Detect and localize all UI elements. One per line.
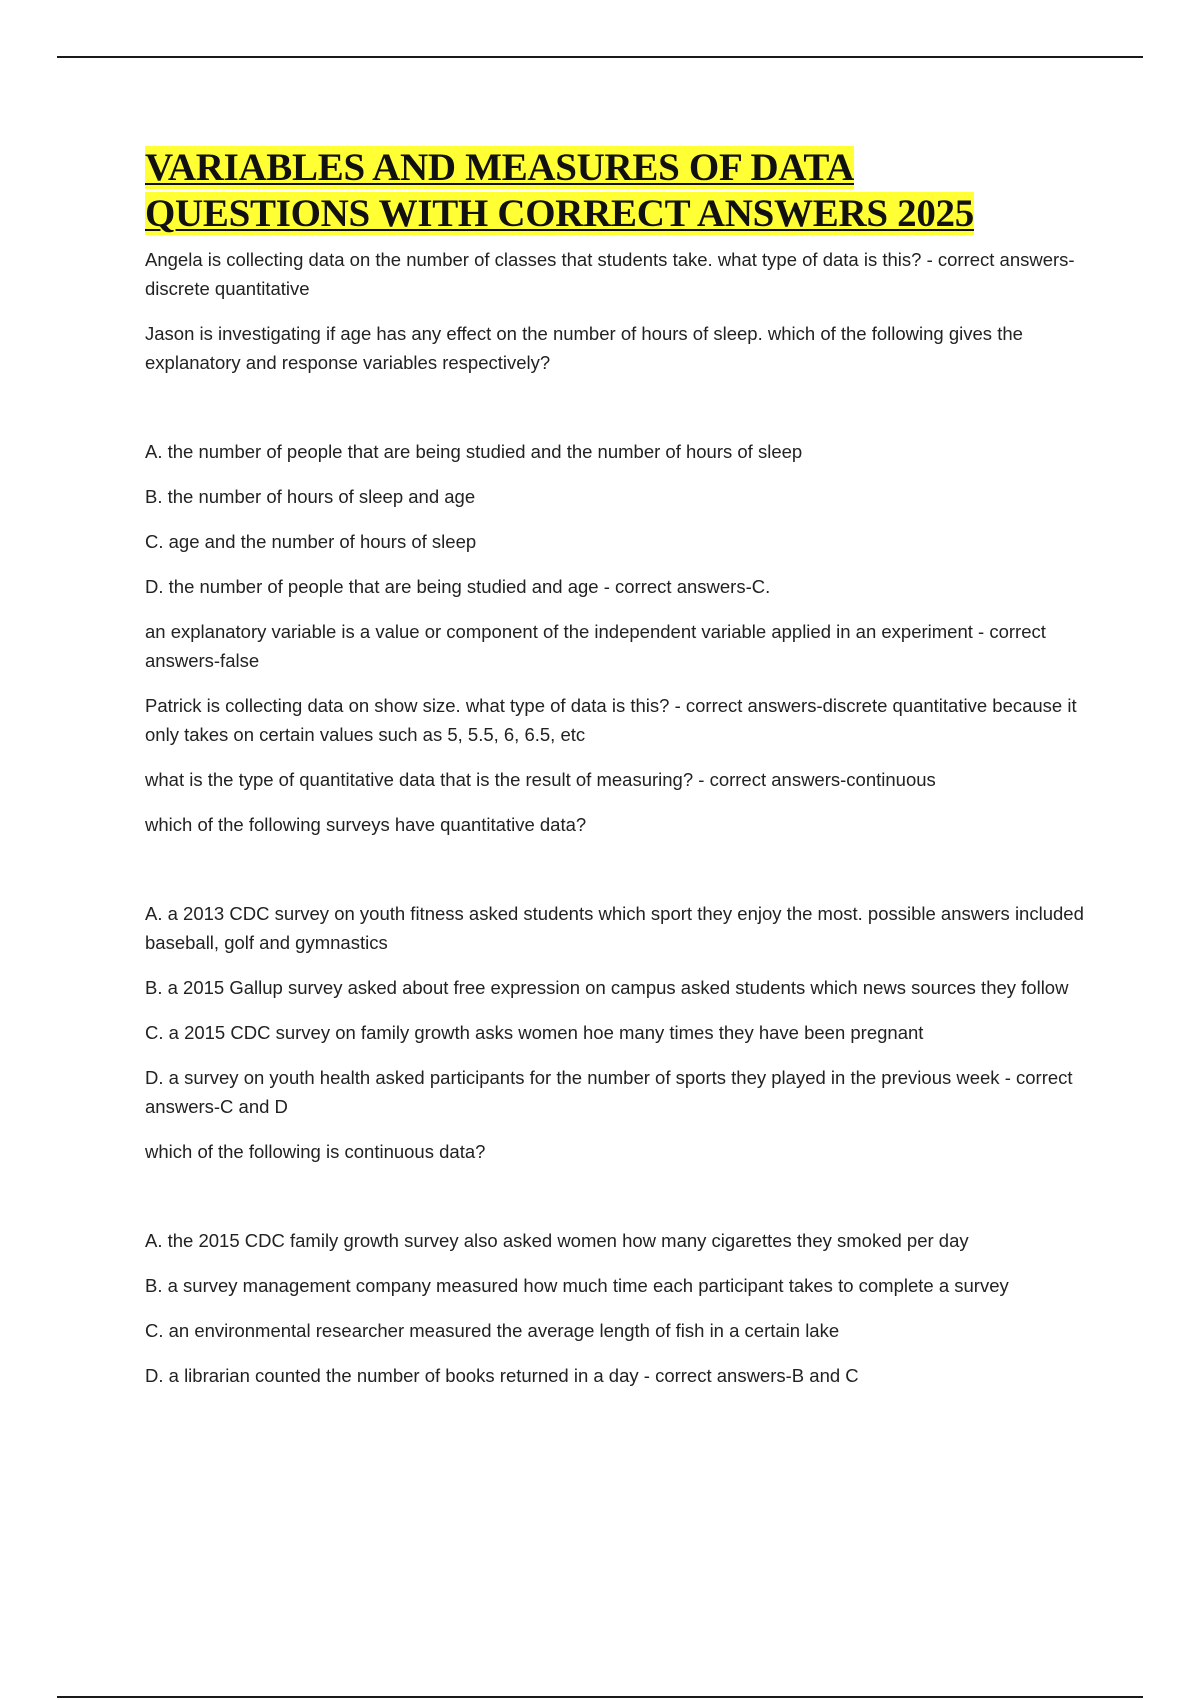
answer-option: A. a 2013 CDC survey on youth fitness asked students which sport they enjoy the most. possible answers included baseball, golf and gymnastics — [145, 903, 1084, 953]
answer-option: A. the number of people that are being studied and the number of hours of sleep — [145, 441, 803, 462]
answer-option: D. a librarian counted the number of books returned in a day - correct answers-B and C — [145, 1365, 859, 1386]
answer-option: A. the 2015 CDC family growth survey also asked women how many cigarettes they smoked per day — [145, 1230, 969, 1251]
question-paragraph: Jason is investigating if age has any effect on the number of hours of sleep. which of the following gives the explanatory and response variables respectively? — [145, 323, 1023, 373]
answer-option: D. the number of people that are being studied and age - correct answers-C. — [145, 576, 771, 597]
answer-option: C. age and the number of hours of sleep — [145, 531, 477, 552]
question-paragraph: Angela is collecting data on the number of classes that students take. what type of data is this? - correct answers-discrete quantitative — [145, 249, 1075, 299]
question-paragraph: which of the following surveys have quantitative data? — [145, 814, 587, 835]
title-line-1: VARIABLES AND MEASURES OF DATA — [145, 146, 855, 189]
answer-option: C. a 2015 CDC survey on family growth asks women hoe many times they have been pregnant — [145, 1022, 924, 1043]
answer-option: B. a survey management company measured how much time each participant takes to complete a survey — [145, 1275, 1009, 1296]
question-paragraph: an explanatory variable is a value or component of the independent variable applied in an experiment - correct answers-false — [145, 621, 1046, 671]
document-title — [145, 145, 1090, 237]
document-body — [145, 145, 1090, 1406]
title-line-2: QUESTIONS WITH CORRECT ANSWERS 2025 — [145, 192, 974, 235]
answer-option: C. an environmental researcher measured the average length of fish in a certain lake — [145, 1320, 840, 1341]
footer-rule — [57, 1696, 1143, 1698]
answer-option: B. a 2015 Gallup survey asked about free expression on campus asked students which news sources they follow — [145, 977, 1069, 998]
question-paragraph: what is the type of quantitative data that is the result of measuring? - correct answers-continuous — [145, 769, 936, 790]
question-paragraph: which of the following is continuous data? — [145, 1141, 486, 1162]
answer-option: B. the number of hours of sleep and age — [145, 486, 476, 507]
header-rule — [57, 56, 1143, 58]
question-paragraph: Patrick is collecting data on show size. what type of data is this? - correct answers-discrete quantitative because it only takes on certain values such as 5, 5.5, 6, 6.5, etc — [145, 695, 1077, 745]
answer-option: D. a survey on youth health asked participants for the number of sports they played in the previous week - correct answers-C and D — [145, 1067, 1073, 1117]
